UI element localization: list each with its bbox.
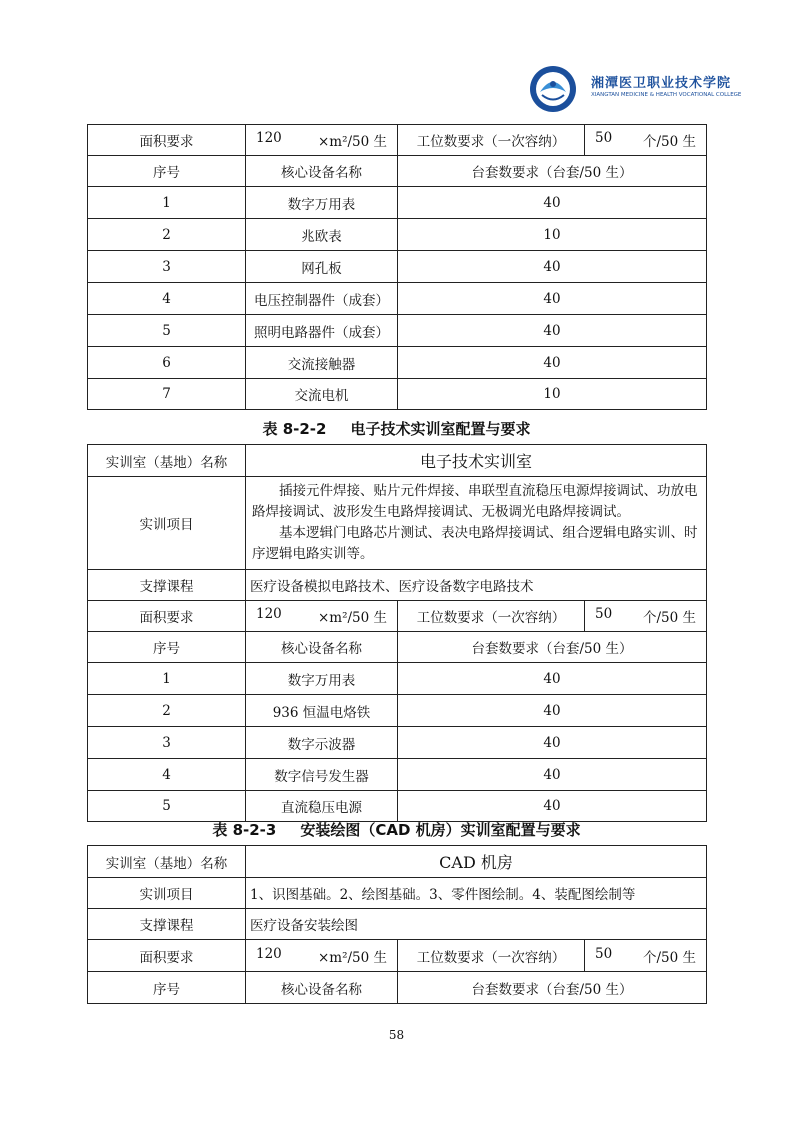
station-unit: 个/50 生: [643, 949, 697, 966]
row-qty: 40: [398, 187, 707, 219]
area-unit: ×m²/50 生: [317, 949, 387, 966]
row-name: 直流稳压电源: [246, 791, 398, 822]
area-value-cell: [246, 940, 398, 972]
table-electronics-lab: [87, 444, 707, 822]
row-name: 936 恒温电烙铁: [246, 695, 398, 727]
table-row: [88, 347, 707, 379]
station-value-cell: [585, 125, 707, 156]
col-header-name: 核心设备名称: [246, 972, 398, 1004]
station-label: 工位数要求（一次容纳）: [398, 125, 585, 156]
area-value-cell: [246, 601, 398, 632]
col-header-name: 核心设备名称: [246, 156, 398, 187]
col-header-qty: 台套数要求（台套/50 生）: [398, 632, 707, 663]
page-number: 58: [388, 1028, 405, 1042]
col-header-qty: 台套数要求（台套/50 生）: [398, 156, 707, 187]
row-no: 5: [88, 315, 246, 347]
row-no: 7: [88, 379, 246, 410]
table-row: [88, 379, 707, 410]
table-electrical-equipment: [87, 124, 707, 410]
course-label: 支撑课程: [88, 570, 246, 601]
room-value: 电子技术实训室: [246, 445, 707, 477]
college-logo: [528, 64, 742, 114]
row-qty: 40: [398, 727, 707, 759]
table-row: [88, 315, 707, 347]
station-label: 工位数要求（一次容纳）: [398, 940, 585, 972]
station-value: 50: [595, 606, 613, 622]
college-emblem-icon: [528, 64, 584, 114]
row-no: 4: [88, 759, 246, 791]
col-header-name: 核心设备名称: [246, 632, 398, 663]
station-value-cell: [585, 601, 707, 632]
room-label: 实训室（基地）名称: [88, 445, 246, 477]
row-qty: 40: [398, 663, 707, 695]
area-value: 120: [256, 606, 282, 622]
area-value: 120: [256, 130, 282, 146]
table-row: [88, 283, 707, 315]
project-label: 实训项目: [88, 477, 246, 570]
row-name: 兆欧表: [246, 219, 398, 251]
course-value: 医疗设备模拟电路技术、医疗设备数字电路技术: [246, 570, 707, 601]
row-name: 交流电机: [246, 379, 398, 410]
row-no: 1: [88, 187, 246, 219]
area-value-cell: [246, 125, 398, 156]
project-value: 1、识图基础。2、绘图基础。3、零件图绘制。4、装配图绘制等: [246, 878, 707, 909]
station-value: 50: [595, 945, 613, 962]
table-caption-8-2-2: [87, 418, 706, 439]
project-paragraph-2: 基本逻辑门电路芯片测试、表决电路焊接调试、组合逻辑电路实训、时序逻辑电路实训等。: [252, 525, 698, 562]
row-no: 3: [88, 251, 246, 283]
row-qty: 40: [398, 791, 707, 822]
row-qty: 40: [398, 347, 707, 379]
row-name: 照明电路器件（成套）: [246, 315, 398, 347]
row-qty: 40: [398, 695, 707, 727]
row-no: 2: [88, 219, 246, 251]
station-unit: 个/50 生: [642, 134, 697, 150]
station-value: 50: [595, 130, 613, 146]
row-qty: 10: [398, 379, 707, 410]
project-label: 实训项目: [88, 878, 246, 909]
caption-title: 电子技术实训室配置与要求: [350, 420, 531, 438]
col-header-no: 序号: [88, 972, 246, 1004]
row-name: 交流接触器: [246, 347, 398, 379]
area-unit: ×m²/50 生: [317, 610, 387, 626]
table-row: [88, 663, 707, 695]
row-no: 3: [88, 727, 246, 759]
course-label: 支撑课程: [88, 909, 246, 940]
table-cad-lab: [87, 845, 707, 1004]
college-name-en: XIANGTAN MEDICINE & HEALTH VOCATIONAL COLLEGE: [591, 92, 742, 98]
caption-title: 安装绘图（CAD 机房）实训室配置与要求: [300, 821, 581, 839]
station-value-cell: [585, 940, 707, 972]
row-name: 数字万用表: [246, 187, 398, 219]
row-name: 数字信号发生器: [246, 759, 398, 791]
col-header-qty: 台套数要求（台套/50 生）: [398, 972, 707, 1004]
row-no: 2: [88, 695, 246, 727]
col-header-no: 序号: [88, 156, 246, 187]
table-row: [88, 695, 707, 727]
area-value: 120: [256, 945, 282, 962]
row-no: 4: [88, 283, 246, 315]
room-label: 实训室（基地）名称: [88, 846, 246, 878]
table-row: [88, 251, 707, 283]
project-value: [246, 477, 707, 570]
table-row: [88, 187, 707, 219]
row-name: 电压控制器件（成套）: [246, 283, 398, 315]
station-unit: 个/50 生: [642, 610, 697, 626]
project-paragraph-1: 插接元件焊接、贴片元件焊接、串联型直流稳压电源焊接调试、功放电路焊接调试、波形发生电路焊接调试、无极调光电路焊接调试。: [252, 483, 698, 520]
row-name: 数字示波器: [246, 727, 398, 759]
row-no: 6: [88, 347, 246, 379]
row-name: 网孔板: [246, 251, 398, 283]
area-label: 面积要求: [88, 940, 246, 972]
caption-number: 表 8-2-3: [212, 821, 277, 839]
course-value: 医疗设备安装绘图: [246, 909, 707, 940]
area-label: 面积要求: [88, 125, 246, 156]
col-header-no: 序号: [88, 632, 246, 663]
table-row: [88, 727, 707, 759]
area-unit: ×m²/50 生: [317, 134, 388, 150]
row-qty: 40: [398, 315, 707, 347]
area-label: 面积要求: [88, 601, 246, 632]
row-name: 数字万用表: [246, 663, 398, 695]
college-name-cn: 湘潭医卫职业技术学院: [591, 76, 732, 91]
table-row: [88, 219, 707, 251]
table-row: [88, 759, 707, 791]
row-qty: 40: [398, 759, 707, 791]
row-no: 1: [88, 663, 246, 695]
room-value: CAD 机房: [246, 846, 707, 878]
row-qty: 40: [398, 283, 707, 315]
row-no: 5: [88, 791, 246, 822]
row-qty: 40: [398, 251, 707, 283]
table-caption-8-2-3: [87, 819, 706, 840]
table-row: [88, 791, 707, 822]
station-label: 工位数要求（一次容纳）: [398, 601, 585, 632]
row-qty: 10: [398, 219, 707, 251]
caption-number: 表 8-2-2: [262, 420, 327, 438]
